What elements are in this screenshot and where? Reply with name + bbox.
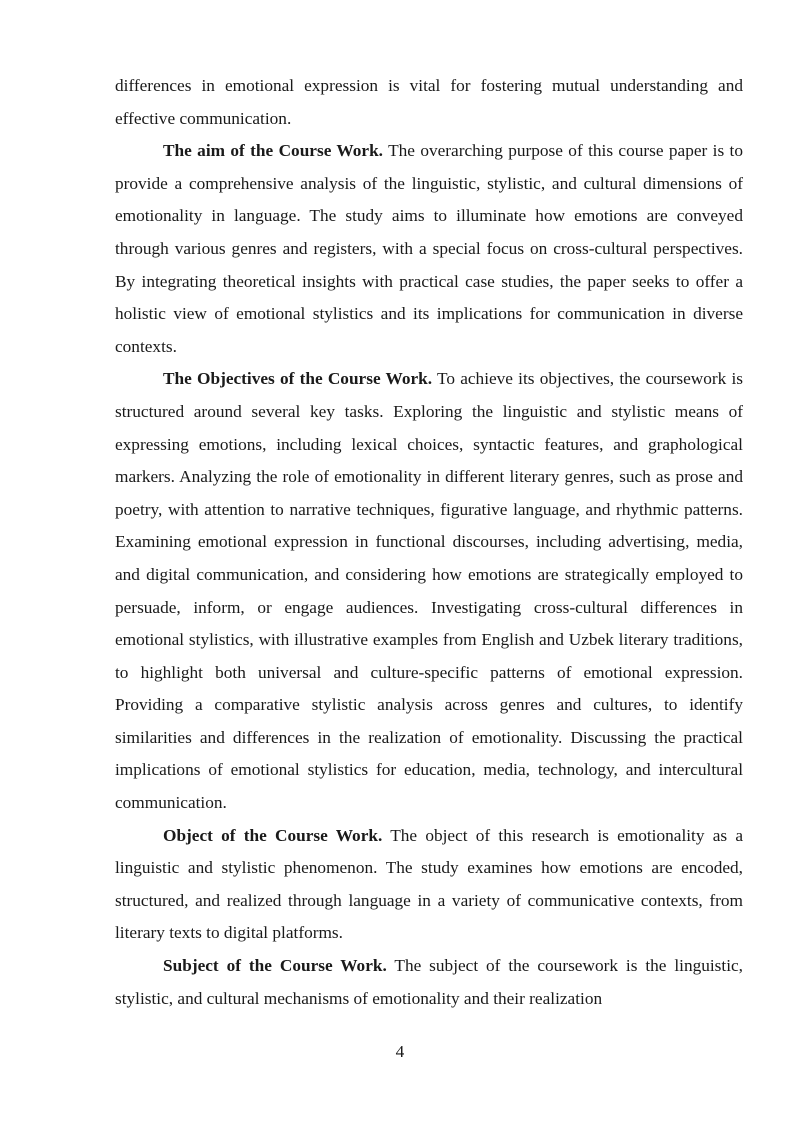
paragraph-subject (115, 950, 743, 1015)
paragraph-aim (115, 135, 743, 363)
paragraph-heading: Subject of the Course Work. (163, 956, 387, 976)
paragraph-text: The overarching purpose of this course paper is to provide a comprehensive analysis of the linguistic, stylistic, and cultural dimensions of emotionality in language. The study aims to illuminate how emotions are conveyed through various genres and registers, with a special focus on cross-cultural perspectives. By integrating theoretical insights with practical case studies, the paper seeks to offer a holistic view of emotional stylistics and its implications for communication in diverse contexts. (115, 141, 743, 356)
paragraph-text: The subject of the coursework is the linguistic, stylistic, and cultural mechanisms of emotionality and their realization (115, 956, 743, 1008)
paragraph-objectives (115, 363, 743, 819)
paragraph-object (115, 820, 743, 950)
paragraph-continuation (115, 70, 743, 135)
document-page (115, 70, 743, 1015)
paragraph-text: The object of this research is emotionality as a linguistic and stylistic phenomenon. The study examines how emotions are encoded, structured, and realized through language in a variety of communicative contexts, from literary texts to digital platforms. (115, 825, 744, 943)
paragraph-text: To achieve its objectives, the coursework is structured around several key tasks. Exploring the linguistic and stylistic means of expressing emotions, including lexical choices, syntactic features, and graphological markers. Analyzing the role of emotionality in different literary genres, such as prose and poetry, with attention to narrative techniques, figurative language, and rhythmic patterns. Examining emotional expression in functional discourses, including advertising, media, and digital communication, and considering how emotions are strategically employed to persuade, inform, or engage audiences. Investigating cross-cultural differences in emotional stylistics, with illustrative examples from English and Uzbek literary traditions, to highlight both universal and culture-specific patterns of emotional expression. Providing a comparative stylistic analysis across genres and cultures, to identify similarities and differences in the realization of emotionality. Discussing the practical implications of emotional stylistics for education, media, technology, and intercultural communication. (115, 369, 744, 813)
page-number: 4 (395, 1042, 405, 1061)
paragraph-text: differences in emotional expression is vital for fostering mutual understanding and effective communication. (115, 76, 743, 128)
paragraph-heading: The aim of the Course Work. (163, 141, 384, 161)
paragraph-heading: The Objectives of the Course Work. (163, 369, 433, 389)
paragraph-heading: Object of the Course Work. (163, 825, 383, 845)
